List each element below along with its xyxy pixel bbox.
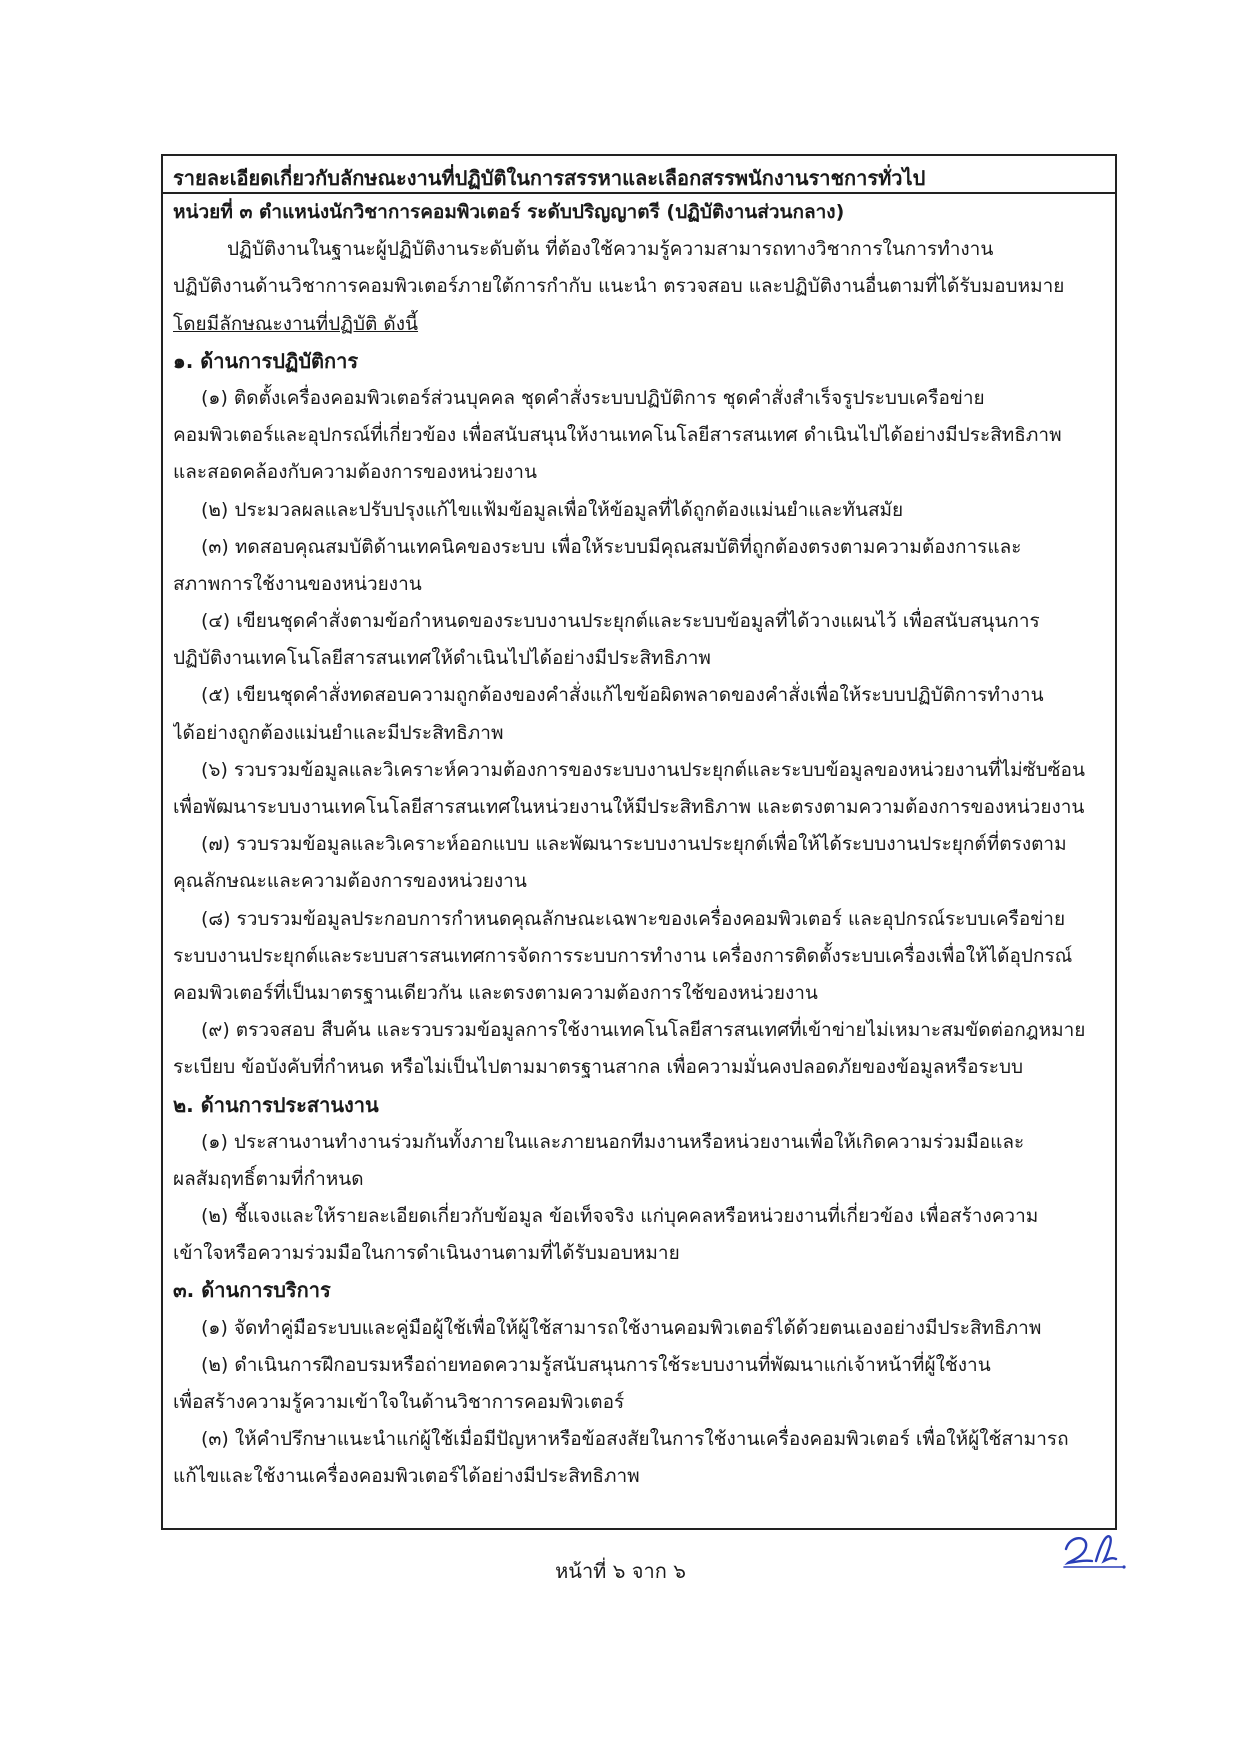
intro-line: ปฏิบัติงานในฐานะผู้ปฏิบัติงานระดับต้น ที่ต้องใช้ความรู้ความสามารถทางวิชาการในการทำงาน — [227, 238, 994, 261]
page-number: หน้าที่ ๖ จาก ๖ — [555, 1559, 686, 1583]
section-1-line: ได้อย่างถูกต้องแม่นยำและมีประสิทธิภาพ — [173, 721, 504, 744]
section-1-line: (๖) รวบรวมข้อมูลและวิเคราะห์ความต้องการของระบบงานประยุกต์และระบบข้อมูลของหน่วยงานที่ไม่ซับซ้อน — [201, 758, 1085, 781]
section-2-line: (๒) ชี้แจงและให้รายละเอียดเกี่ยวกับข้อมูล ข้อเท็จจริง แก่บุคคลหรือหน่วยงานที่เกี่ยวข้อง เพื่อสร้างความ — [201, 1205, 1039, 1228]
section-2-line: เข้าใจหรือความร่วมมือในการดำเนินงานตามที่ได้รับมอบหมาย — [173, 1242, 680, 1265]
section-1-line: ระเบียบ ข้อบังคับที่กำหนด หรือไม่เป็นไปตามมาตรฐานสากล เพื่อความมั่นคงปลอดภัยของข้อมูลหรือระบบ — [173, 1056, 1024, 1079]
section-3-line: เพื่อสร้างความรู้ความเข้าใจในด้านวิชาการคอมพิวเตอร์ — [173, 1391, 625, 1413]
section-3-line: (๒) ดำเนินการฝึกอบรมหรือถ่ายทอดความรู้สนับสนุนการใช้ระบบงานที่พัฒนาแก่เจ้าหน้าที่ผู้ใช้งาน — [201, 1353, 991, 1376]
handwritten-initials-icon — [1060, 1527, 1130, 1572]
section-1-line: (๓) ทดสอบคุณสมบัติด้านเทคนิคของระบบ เพื่อให้ระบบมีคุณสมบัติที่ถูกต้องตรงตามความต้องการและ — [201, 535, 1022, 558]
section-2-line: (๑) ประสานงานทำงานร่วมกันทั้งภายในและภายนอกทีมงานหรือหน่วยงานเพื่อให้เกิดความร่วมมือและ — [201, 1130, 1025, 1153]
section-1-line: (๕) เขียนชุดคำสั่งทดสอบความถูกต้องของคำสั่งแก้ไขข้อผิดพลาดของคำสั่งเพื่อให้ระบบปฏิบัติการทำงาน — [201, 684, 1044, 707]
section-1-line: (๒) ประมวลผลและปรับปรุงแก้ไขแฟ้มข้อมูลเพื่อให้ข้อมูลที่ได้ถูกต้องแม่นยำและทันสมัย — [201, 498, 904, 521]
section-1-line: (๔) เขียนชุดคำสั่งตามข้อกำหนดของระบบงานประยุกต์และระบบข้อมูลที่ได้วางแผนไว้ เพื่อสนับสนุนการ — [201, 610, 1040, 633]
intro-underlined-text: โดยมีลักษณะงานที่ปฏิบัติ ดังนี้ — [173, 312, 419, 335]
section-3-line: (๑) จัดทำคู่มือระบบและคู่มือผู้ใช้เพื่อให้ผู้ใช้สามารถใช้งานคอมพิวเตอร์ได้ด้วยตนเองอย่างมีประสิทธิภาพ — [201, 1316, 1042, 1339]
section-1-line: และสอดคล้องกับความต้องการของหน่วยงาน — [173, 461, 537, 484]
intro-line — [173, 306, 1105, 343]
section-1-line: (๑) ติดตั้งเครื่องคอมพิวเตอร์ส่วนบุคคล ชุดคำสั่งระบบปฏิบัติการ ชุดคำสั่งสำเร็จรูประบบเครือข่าย — [201, 386, 985, 409]
unit-title: หน่วยที่ ๓ ตำแหน่งนักวิชาการคอมพิวเตอร์ ระดับปริญญาตรี (ปฏิบัติงานส่วนกลาง) — [173, 201, 845, 223]
section-1-line: (๗) รวบรวมข้อมูลและวิเคราะห์ออกแบบ และพัฒนาระบบงานประยุกต์เพื่อให้ได้ระบบงานประยุกต์ที่ตรงตาม — [201, 833, 1067, 856]
section-1-title: ๑. ด้านการปฏิบัติการ — [173, 348, 359, 373]
section-3-line: (๓) ให้คำปรึกษาแนะนำแก่ผู้ใช้เมื่อมีปัญหาหรือข้อสงสัยในการใช้งานเครื่องคอมพิวเตอร์ เพื่อให้ผู้ใช้สามารถ — [201, 1428, 1069, 1451]
section-1-line: คุณลักษณะและความต้องการของหน่วยงาน — [173, 870, 527, 893]
table-body — [163, 194, 1115, 1496]
intro-line: ปฏิบัติงานด้านวิชาการคอมพิวเตอร์ภายใต้การกำกับ แนะนำ ตรวจสอบ และปฏิบัติงานอื่นตามที่ได้รับมอบหมาย — [173, 275, 1065, 298]
section-2-line: ผลสัมฤทธิ์ตามที่กำหนด — [173, 1167, 364, 1190]
section-1-line: (๘) รวบรวมข้อมูลประกอบการกำหนดคุณลักษณะเฉพาะของเครื่องคอมพิวเตอร์ และอุปกรณ์ระบบเครือข่าย — [201, 907, 1066, 930]
section-1-line: คอมพิวเตอร์ที่เป็นมาตรฐานเดียวกัน และตรงตามความต้องการใช้ของหน่วยงาน — [173, 981, 818, 1004]
section-1-line: คอมพิวเตอร์และอุปกรณ์ที่เกี่ยวข้อง เพื่อสนับสนุนให้งานเทคโนโลยีสารสนเทศ ดำเนินไปได้อย่างมีประสิทธิภาพ — [173, 424, 1062, 447]
section-1-line: เพื่อพัฒนาระบบงานเทคโนโลยีสารสนเทศในหน่วยงานให้มีประสิทธิภาพ และตรงตามความต้องการของหน่วยงาน — [173, 796, 1085, 818]
table-header: รายละเอียดเกี่ยวกับลักษณะงานที่ปฏิบัติในการสรรหาและเลือกสรรพนักงานราชการทั่วไป — [163, 156, 1115, 194]
section-1-line: สภาพการใช้งานของหน่วยงาน — [173, 572, 422, 595]
section-1-line: ปฏิบัติงานเทคโนโลยีสารสนเทศให้ดำเนินไปได้อย่างมีประสิทธิภาพ — [173, 647, 711, 670]
section-2-title: ๒. ด้านการประสานงาน — [173, 1092, 379, 1117]
section-1-line: (๙) ตรวจสอบ สืบค้น และรวบรวมข้อมูลการใช้งานเทคโนโลยีสารสนเทศที่เข้าข่ายไม่เหมาะสมขัดต่อกฎหมาย — [201, 1019, 1086, 1042]
document-table — [161, 154, 1117, 1530]
section-3-title: ๓. ด้านการบริการ — [173, 1278, 331, 1303]
section-1-line: ระบบงานประยุกต์และระบบสารสนเทศการจัดการระบบการทำงาน เครื่องการติดตั้งระบบเครื่องเพื่อให้ได้อุปกรณ์ — [173, 944, 1073, 967]
section-3-line: แก้ไขและใช้งานเครื่องคอมพิวเตอร์ได้อย่างมีประสิทธิภาพ — [173, 1465, 640, 1488]
